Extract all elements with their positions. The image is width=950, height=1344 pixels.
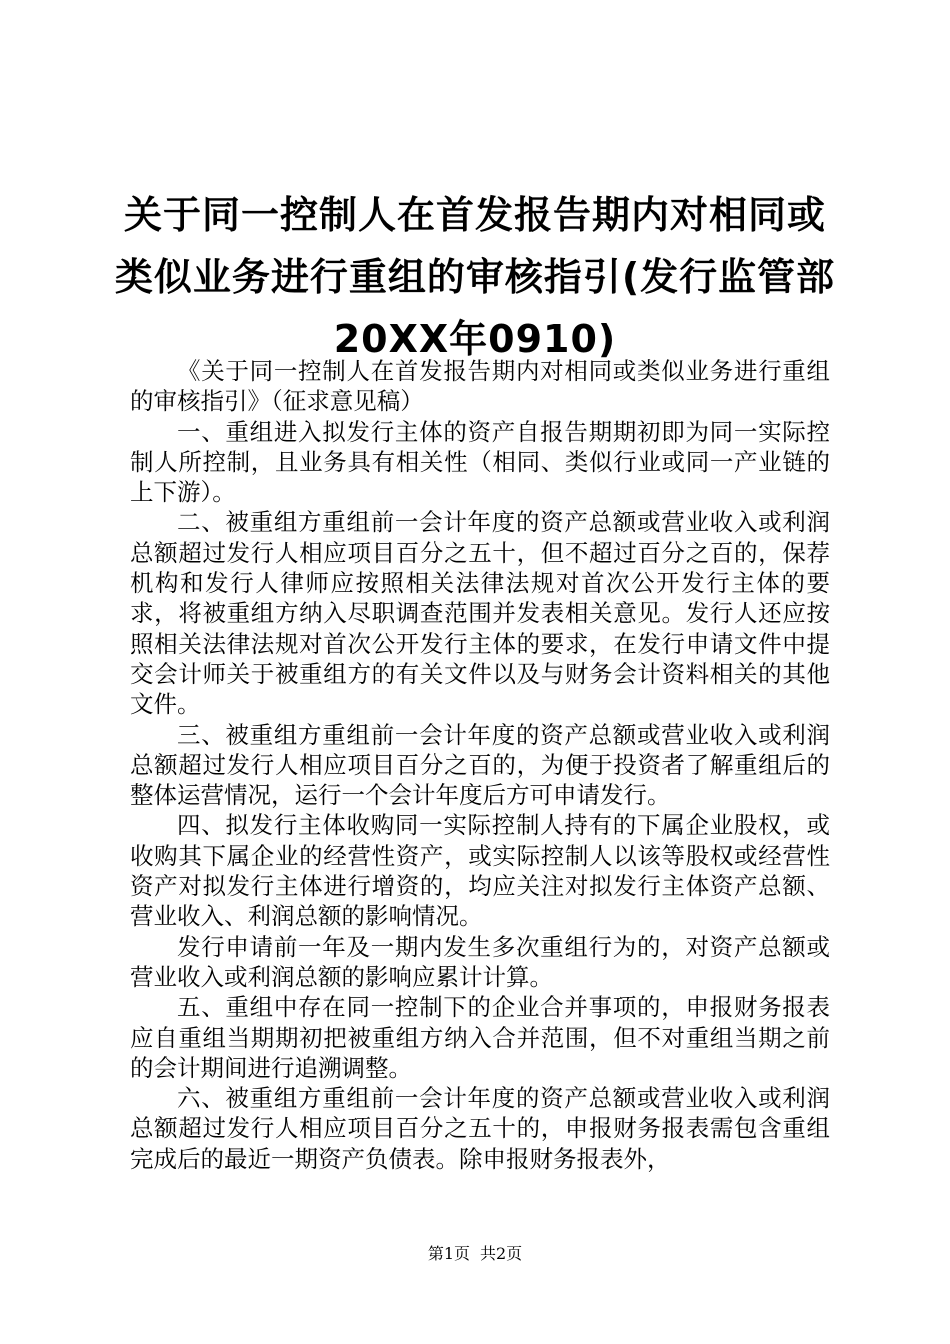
paragraph-item-1: 一、重组进入拟发行主体的资产自报告期期初即为同一实际控制人所控制，且业务具有相关性（相同、类似行业或同一产业链的上下游）。 xyxy=(130,417,830,507)
page-footer xyxy=(0,1243,950,1265)
paragraph-item-6: 六、被重组方重组前一会计年度的资产总额或营业收入或利润总额超过发行人相应项目百分之五十的，申报财务报表需包含重组完成后的最近一期资产负债表。除申报财务报表外， xyxy=(130,1084,830,1173)
paragraph-item-2: 二、被重组方重组前一会计年度的资产总额或营业收入或利润总额超过发行人相应项目百分之五十，但不超过百分之百的，保荐机构和发行人律师应按照相关法律法规对首次公开发行主体的要求，将被重组方纳入尽职调查范围并发表相关意见。发行人还应按照相关法律法规对首次公开发行主体的要求，在发行申请文件中提交会计师关于被重组方的有关文件以及与财务会计资料相关的其他文件。 xyxy=(130,508,830,719)
paragraph-item-5: 五、重组中存在同一控制下的企业合并事项的，申报财务报表应自重组当期期初把被重组方纳入合并范围，但不对重组当期之前的会计期间进行追溯调整。 xyxy=(130,993,830,1082)
paragraph-item-4: 四、拟发行主体收购同一实际控制人持有的下属企业股权，或收购其下属企业的经营性资产，或实际控制人以该等股权或经营性资产对拟发行主体进行增资的，均应关注对拟发行主体资产总额、营业收入、利润总额的影响情况。 xyxy=(130,811,830,931)
page-number: 第1页 xyxy=(427,1244,470,1263)
document-title: 关于同一控制人在首发报告期内对相同或类似业务进行重组的审核指引(发行监管部20XX年0910) xyxy=(114,193,836,361)
paragraph-intro: 《关于同一控制人在首发报告期内对相同或类似业务进行重组的审核指引》（征求意见稿） xyxy=(130,357,830,416)
document-body xyxy=(130,356,830,1174)
page-total: 共2页 xyxy=(480,1244,523,1263)
paragraph-item-3: 三、被重组方重组前一会计年度的资产总额或营业收入或利润总额超过发行人相应项目百分之百的，为便于投资者了解重组后的整体运营情况，运行一个会计年度后方可申请发行。 xyxy=(130,720,830,810)
paragraph-item-4-note: 发行申请前一年及一期内发生多次重组行为的，对资产总额或营业收入或利润总额的影响应累计计算。 xyxy=(130,932,830,991)
